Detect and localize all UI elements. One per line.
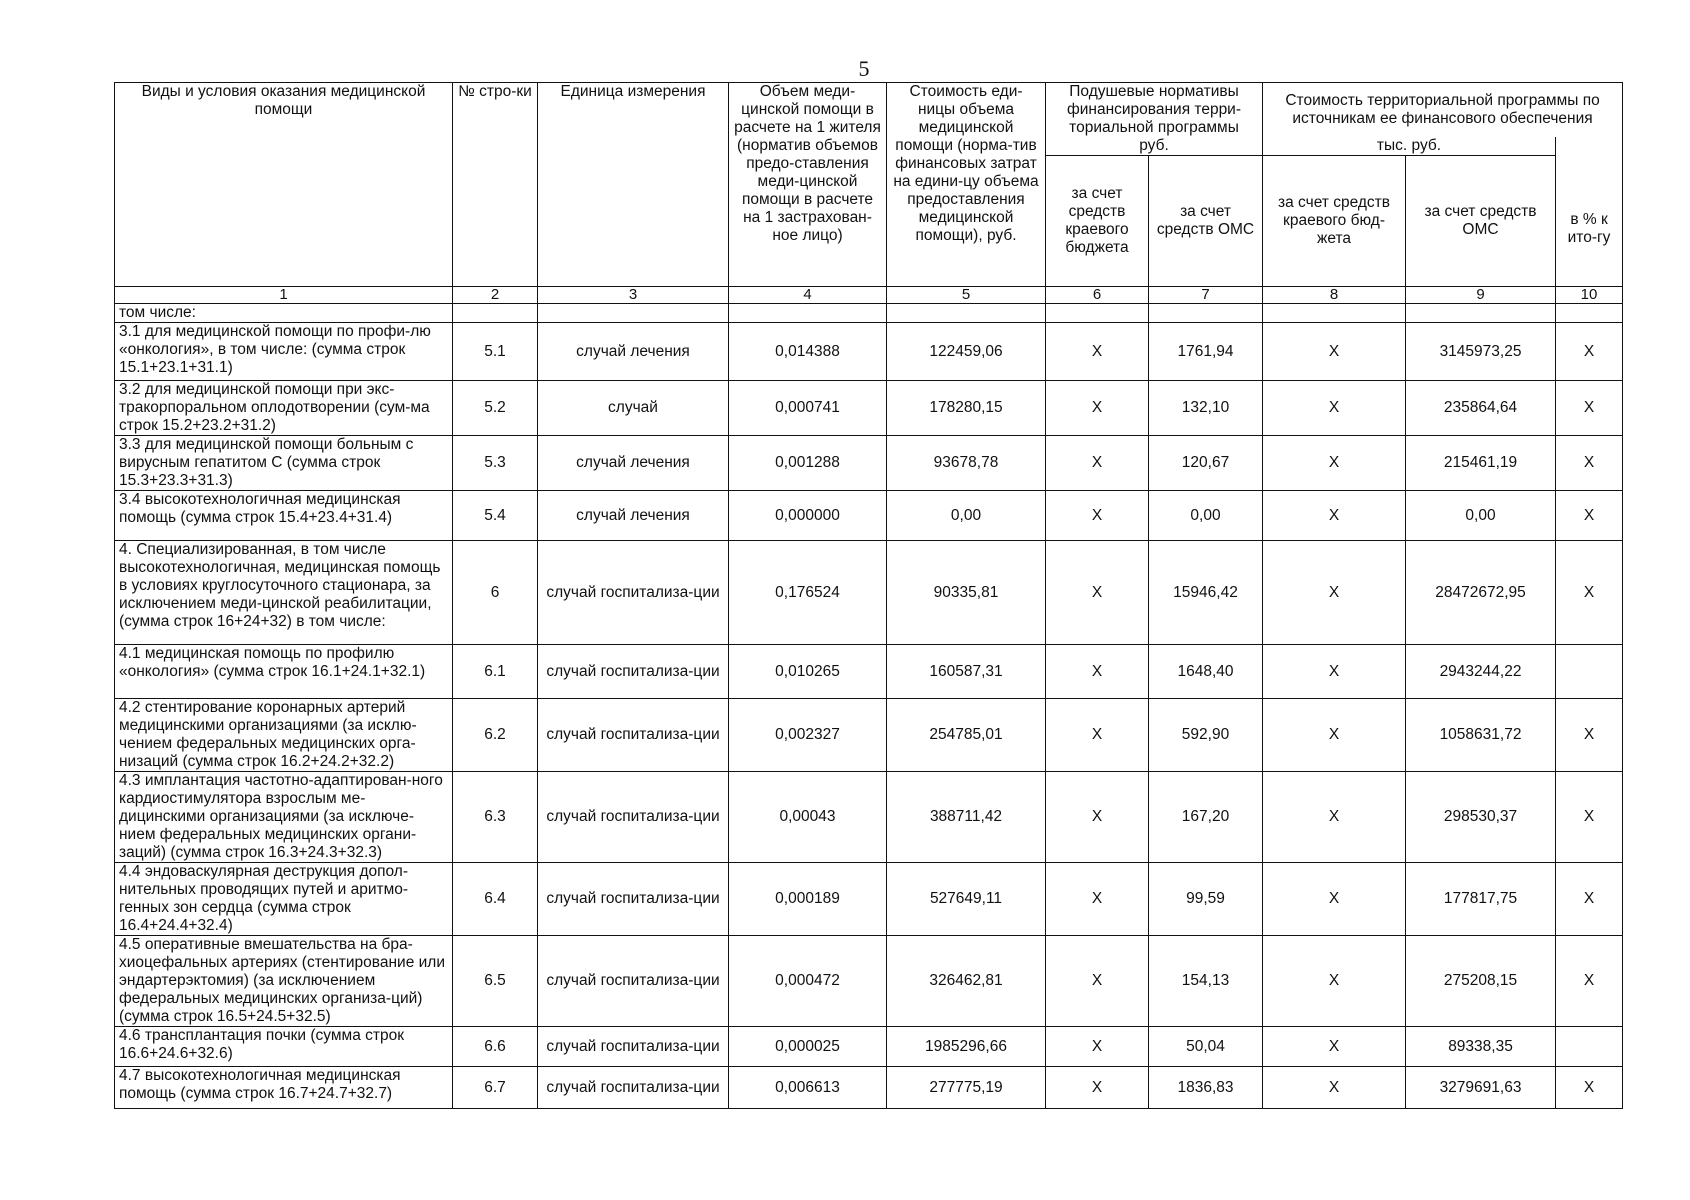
header-per-capita: Подушевые нормативы финансирования терри-ториальной программы [1046,83,1263,138]
row-name: 3.1 для медицинской помощи по профи-лю «онкология», в том числе: (сумма строк 15.1+23.1+31.1) [115,323,453,381]
row-program-oms: 28472672,95 [1406,541,1556,645]
row-program-budget: Х [1263,381,1406,436]
row-percent: Х [1556,863,1623,936]
row-number: 6.1 [453,645,538,699]
row-percent: Х [1556,699,1623,772]
row-per-capita-oms: 592,90 [1149,699,1263,772]
row-unit-cost: 93678,78 [887,436,1046,491]
row-per-capita-budget: Х [1046,772,1149,863]
column-number: 9 [1406,287,1556,304]
row-number: 6.2 [453,699,538,772]
row-unit: случай госпитализа-ции [538,1027,729,1067]
table-row [115,491,1623,541]
row-per-capita-oms: 1836,83 [1149,1067,1263,1109]
header-row-1 [115,83,1623,138]
row-program-oms: 275208,15 [1406,936,1556,1027]
row-per-capita-budget: Х [1046,863,1149,936]
header-unit: Единица измерения [538,83,729,287]
row-volume: 0,014388 [729,323,887,381]
header-unit-rub: руб. [1046,137,1263,156]
row-volume: 0,000741 [729,381,887,436]
row-number: 5.4 [453,491,538,541]
row-program-budget: Х [1263,323,1406,381]
row-per-capita-budget: Х [1046,381,1149,436]
row-program-oms: 235864,64 [1406,381,1556,436]
row-number: 6.4 [453,863,538,936]
row-program-budget: Х [1263,541,1406,645]
row-percent [1556,645,1623,699]
row-volume: 0,176524 [729,541,887,645]
row-per-capita-budget: Х [1046,436,1149,491]
row-per-capita-oms: 154,13 [1149,936,1263,1027]
row-per-capita-oms: 1648,40 [1149,645,1263,699]
row-unit-cost: 178280,15 [887,381,1046,436]
row-per-capita-oms: 1761,94 [1149,323,1263,381]
table-row [115,699,1623,772]
row-unit-cost: 122459,06 [887,323,1046,381]
row-program-budget: Х [1263,863,1406,936]
row-per-capita-oms: 167,20 [1149,772,1263,863]
row-program-oms: 1058631,72 [1406,699,1556,772]
header-care-type: Виды и условия оказания медицинской помощи [115,83,453,287]
column-number: 3 [538,287,729,304]
row-program-oms: 3279691,63 [1406,1067,1556,1109]
row-unit: случай госпитализа-ции [538,1067,729,1109]
row-percent [1556,1027,1623,1067]
row-unit: случай [538,381,729,436]
row-per-capita-budget: Х [1046,491,1149,541]
row-number: 6.3 [453,772,538,863]
row-program-budget: Х [1263,491,1406,541]
row-per-capita-budget: Х [1046,699,1149,772]
table-row [115,381,1623,436]
row-unit-cost: 90335,81 [887,541,1046,645]
row-program-oms: 177817,75 [1406,863,1556,936]
continuation-text: том числе: [115,304,453,323]
row-volume: 0,006613 [729,1067,887,1109]
row-per-capita-oms: 50,04 [1149,1027,1263,1067]
medical-care-table [114,82,1623,1109]
row-unit-cost: 1985296,66 [887,1027,1046,1067]
row-unit-cost: 326462,81 [887,936,1046,1027]
row-program-oms: 298530,37 [1406,772,1556,863]
row-program-oms: 2943244,22 [1406,645,1556,699]
column-number: 2 [453,287,538,304]
row-unit: случай лечения [538,491,729,541]
row-volume: 0,000025 [729,1027,887,1067]
row-program-budget: Х [1263,699,1406,772]
row-percent: Х [1556,491,1623,541]
row-per-capita-budget: Х [1046,323,1149,381]
row-volume: 0,00043 [729,772,887,863]
row-percent: Х [1556,1067,1623,1109]
table-row [115,541,1623,645]
row-program-oms: 3145973,25 [1406,323,1556,381]
row-unit-cost: 277775,19 [887,1067,1046,1109]
row-name: 4.4 эндоваскулярная деструкция допол-нительных проводящих путей и аритмо-генных зон сердца (сумма строк 16.4+24.4+32.4) [115,863,453,936]
row-per-capita-oms: 120,67 [1149,436,1263,491]
row-program-budget: Х [1263,936,1406,1027]
column-number: 7 [1149,287,1263,304]
row-number: 6 [453,541,538,645]
row-per-capita-budget: Х [1046,1067,1149,1109]
column-number: 10 [1556,287,1623,304]
row-number: 5.3 [453,436,538,491]
row-name: 4.6 трансплантация почки (сумма строк 16.6+24.6+32.6) [115,1027,453,1067]
row-program-oms: 89338,35 [1406,1027,1556,1067]
header-per-capita-budget: за счет средств краевого бюджета [1046,156,1149,287]
row-name: 4.5 оперативные вмешательства на бра-хиоцефальных артериях (стентирование или эндартерэктомия) (за исключением федеральных медицинских организа-ций) (сумма строк 16.5+24.5+32.5) [115,936,453,1027]
row-program-budget: Х [1263,772,1406,863]
row-number: 6.5 [453,936,538,1027]
row-unit-cost: 0,00 [887,491,1046,541]
row-unit: случай госпитализа-ции [538,936,729,1027]
row-per-capita-budget: Х [1046,645,1149,699]
table-body [115,83,1623,1109]
header-percent-total: в % к ито-гу [1556,137,1623,287]
row-per-capita-budget: Х [1046,541,1149,645]
row-percent: Х [1556,323,1623,381]
row-percent: Х [1556,541,1623,645]
row-unit-cost: 254785,01 [887,699,1046,772]
row-number: 5.2 [453,381,538,436]
column-number: 6 [1046,287,1149,304]
row-unit-cost: 160587,31 [887,645,1046,699]
column-number: 5 [887,287,1046,304]
row-volume: 0,000472 [729,936,887,1027]
table-row [115,772,1623,863]
row-name: 4. Специализированная, в том числе высокотехнологичная, медицинская помощь в условиях круглосуточного стационара, за исключением меди-цинской реабилитации, (сумма строк 16+24+32) в том числе: [115,541,453,645]
page-number: 5 [858,56,870,81]
header-per-capita-oms: за счет средств ОМС [1149,156,1263,287]
column-number: 4 [729,287,887,304]
row-per-capita-budget: Х [1046,1027,1149,1067]
header-program-cost: Стоимость территориальной программы по источникам ее финансового обеспечения [1263,83,1623,138]
table-row [115,1027,1623,1067]
column-number: 8 [1263,287,1406,304]
row-number: 5.1 [453,323,538,381]
row-program-budget: Х [1263,436,1406,491]
row-program-budget: Х [1263,645,1406,699]
row-percent: Х [1556,772,1623,863]
row-name: 4.7 высокотехнологичная медицинская помощь (сумма строк 16.7+24.7+32.7) [115,1067,453,1109]
row-name: 3.2 для медицинской помощи при экс-тракорпоральном оплодотворении (сум-ма строк 15.2+23.2+31.2) [115,381,453,436]
row-program-oms: 215461,19 [1406,436,1556,491]
row-volume: 0,001288 [729,436,887,491]
table-row [115,323,1623,381]
row-name: 4.1 медицинская помощь по профилю «онкология» (сумма строк 16.1+24.1+32.1) [115,645,453,699]
row-per-capita-budget: Х [1046,936,1149,1027]
row-program-budget: Х [1263,1027,1406,1067]
row-volume: 0,000189 [729,863,887,936]
row-unit: случай лечения [538,323,729,381]
table-row [115,936,1623,1027]
header-unit-thousand-rub: тыс. руб. [1263,137,1556,156]
row-volume: 0,010265 [729,645,887,699]
row-program-budget: Х [1263,1067,1406,1109]
row-name: 3.4 высокотехнологичная медицинская помощь (сумма строк 15.4+23.4+31.4) [115,491,453,541]
row-per-capita-oms: 0,00 [1149,491,1263,541]
row-unit: случай госпитализа-ции [538,772,729,863]
column-numbers-row [115,287,1623,304]
row-percent: Х [1556,381,1623,436]
table-row [115,863,1623,936]
column-number: 1 [115,287,453,304]
row-unit: случай госпитализа-ции [538,699,729,772]
row-volume: 0,002327 [729,699,887,772]
table-row [115,1067,1623,1109]
row-per-capita-oms: 132,10 [1149,381,1263,436]
row-name: 4.3 имплантация частотно-адаптирован-ного кардиостимулятора взрослым ме-дицинскими организациями (за исключе-нием федеральных медицинских органи-заций) (сумма строк 16.3+24.3+32.3) [115,772,453,863]
row-volume: 0,000000 [729,491,887,541]
header-program-budget: за счет средств краевого бюд-жета [1263,156,1406,287]
header-program-oms: за счет средств ОМС [1406,156,1556,287]
row-unit-cost: 388711,42 [887,772,1046,863]
table-row [115,436,1623,491]
row-number: 6.6 [453,1027,538,1067]
row-unit: случай госпитализа-ции [538,863,729,936]
row-unit-cost: 527649,11 [887,863,1046,936]
row-per-capita-oms: 15946,42 [1149,541,1263,645]
row-unit: случай лечения [538,436,729,491]
row-unit: случай госпитализа-ции [538,645,729,699]
row-name: 4.2 стентирование коронарных артерий медицинскими организациями (за исклю-чением федеральных медицинских орга-низаций (сумма строк 16.2+24.2+32.2) [115,699,453,772]
table-row [115,645,1623,699]
row-percent: Х [1556,436,1623,491]
row-name: 3.3 для медицинской помощи больным с вирусным гепатитом С (сумма строк 15.3+23.3+31.3) [115,436,453,491]
header-unit-cost: Стоимость еди-ницы объема медицинской помощи (норма-тив финансовых затрат на едини-цу объема предоставления медицинской помощи), руб. [887,83,1046,287]
header-volume: Объем меди-цинской помощи в расчете на 1 жителя (норматив объемов предо-ставления меди-цинской помощи в расчете на 1 застрахован-ное лицо) [729,83,887,287]
row-percent: Х [1556,936,1623,1027]
continuation-row [115,304,1623,323]
row-per-capita-oms: 99,59 [1149,863,1263,936]
header-row-number: № стро-ки [453,83,538,287]
row-number: 6.7 [453,1067,538,1109]
row-program-oms: 0,00 [1406,491,1556,541]
row-unit: случай госпитализа-ции [538,541,729,645]
